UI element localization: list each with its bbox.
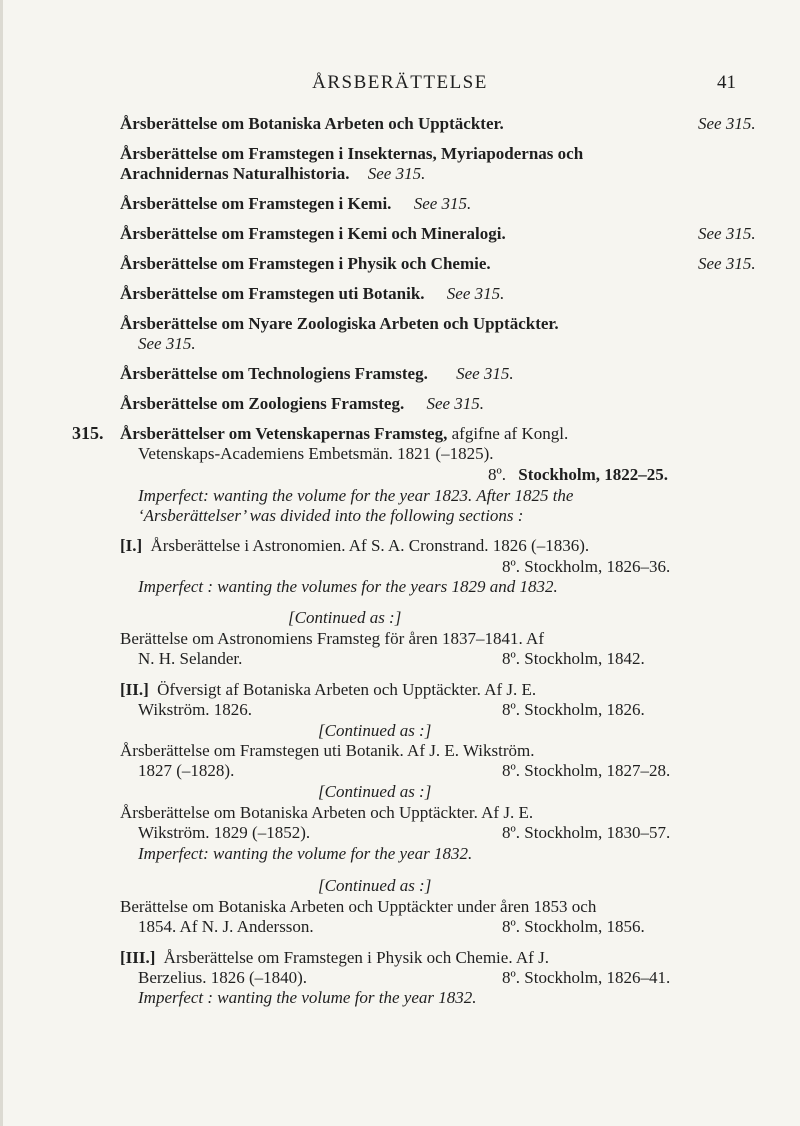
section-label: [I.]: [120, 536, 143, 555]
entry-title: Årsberättelse om Framstegen i Physik och Chemie.: [120, 254, 491, 273]
entry-row: [120, 254, 770, 274]
header-title: ÅRSBERÄTTELSE: [312, 72, 488, 93]
cross-reference: See 315.: [138, 334, 196, 353]
entry-row: [120, 224, 770, 244]
cross-reference: See 315.: [413, 194, 472, 213]
imprint-place: Stockholm, 1822–25.: [518, 465, 668, 484]
continued-as: [Continued as :]: [318, 782, 432, 801]
entry-title: Årsberättelse om Framstegen i Kemi.: [120, 194, 392, 213]
entry-title: Årsberättelse om Technologiens Framsteg.: [120, 364, 428, 383]
section-label: [III.]: [120, 948, 156, 967]
continuation-entry-line: [138, 649, 788, 669]
entry-continuation: [138, 334, 788, 354]
format: 8º.: [488, 465, 507, 484]
imprint: 8º. Stockholm, 1826.: [502, 700, 645, 719]
section-line: [138, 968, 788, 988]
entry-title: Årsberättelse om Botaniska Arbeten och Upptäckter.: [120, 114, 504, 133]
author: Wikström. 1829 (–1852).: [138, 823, 311, 842]
main-entry-line: Vetenskaps-Academiens Embetsmän. 1821 (–1825).: [138, 444, 494, 463]
cross-reference: See 315.: [698, 254, 756, 273]
entry-title: Årsberättelse om Nyare Zoologiska Arbeten och Upptäckter.: [120, 314, 559, 333]
main-entry-imprint: [488, 465, 788, 485]
continuation-entry: Årsberättelse om Framstegen uti Botanik. Af J. E. Wikström.: [120, 741, 535, 760]
continuation-entry-line: [138, 761, 788, 781]
running-header: [0, 70, 800, 100]
section-label: [II.]: [120, 680, 149, 699]
section-title: Årsberättelse om Framstegen i Physik och Chemie. Af J.: [163, 948, 549, 967]
cross-reference: See 315.: [367, 164, 426, 183]
entry-continuation: [120, 164, 770, 184]
entry-title-continued: Arachnidernas Naturalhistoria.: [120, 164, 350, 183]
imprint: 8º. Stockholm, 1827–28.: [502, 761, 671, 780]
section-note: Imperfect: wanting the volume for the year 1832.: [138, 844, 473, 863]
main-entry-title-row: [120, 424, 770, 444]
entry-row: [120, 364, 770, 384]
continued-as: [Continued as :]: [288, 608, 402, 627]
entry-row: [120, 114, 770, 134]
section-note: Imperfect : wanting the volume for the year 1832.: [138, 988, 477, 1007]
author: N. H. Selander.: [138, 649, 243, 668]
entry-row: [120, 314, 770, 334]
main-entry-title-rest: afgifne af Kongl.: [451, 424, 569, 443]
imprint: 8º. Stockholm, 1826–41.: [502, 968, 671, 987]
cross-reference: See 315.: [456, 364, 514, 383]
years: 1827 (–1828).: [138, 761, 235, 780]
main-entry-note: ‘Arsberättelser’ was divided into the following sections :: [138, 506, 524, 525]
imprint: 8º. Stockholm, 1830–57.: [502, 823, 671, 842]
author: Wikström. 1826.: [138, 700, 253, 719]
author: 1854. Af N. J. Andersson.: [138, 917, 314, 936]
main-entry-title: Årsberättelser om Vetenskapernas Framsteg,: [120, 424, 448, 443]
section-row: [120, 680, 770, 700]
entry-title: Årsberättelse om Zoologiens Framsteg.: [120, 394, 405, 413]
section-imprint: 8º. Stockholm, 1826–36.: [502, 557, 671, 576]
entry-title: Årsberättelse om Framstegen uti Botanik.: [120, 284, 425, 303]
section-row: [120, 948, 770, 968]
entry-row: [120, 284, 770, 304]
continued-as: [Continued as :]: [318, 876, 432, 895]
section-row: [120, 536, 770, 556]
entry-row: [120, 194, 770, 214]
author: Berzelius. 1826 (–1840).: [138, 968, 308, 987]
section-line: [138, 700, 788, 720]
page-edge-shadow: [0, 0, 3, 1126]
imprint: 8º. Stockholm, 1856.: [502, 917, 645, 936]
continuation-entry: Årsberättelse om Botaniska Arbeten och Upptäckter. Af J. E.: [120, 803, 534, 822]
cross-reference: See 315.: [698, 114, 756, 133]
continuation-entry: Berättelse om Botaniska Arbeten och Upptäckter under åren 1853 och: [120, 897, 597, 916]
page-number: 41: [717, 72, 736, 93]
continuation-entry-line: [138, 917, 788, 937]
cross-reference: See 315.: [446, 284, 505, 303]
cross-reference: See 315.: [698, 224, 756, 243]
entry-row: [120, 144, 770, 164]
main-entry-note: Imperfect: wanting the volume for the year 1823. After 1825 the: [138, 486, 574, 505]
entry-title: Årsberättelse om Framstegen i Insekternas, Myriapodernas och: [120, 144, 584, 163]
entry-title: Årsberättelse om Framstegen i Kemi och Mineralogi.: [120, 224, 506, 243]
section-title: Årsberättelse i Astronomien. Af S. A. Cronstrand. 1826 (–1836).: [150, 536, 590, 555]
entry-number: 315.: [72, 423, 104, 443]
cross-reference: See 315.: [426, 394, 485, 413]
entry-row: [120, 394, 770, 414]
imprint: 8º. Stockholm, 1842.: [502, 649, 645, 668]
continued-as: [Continued as :]: [318, 721, 432, 740]
section-note: Imperfect : wanting the volumes for the years 1829 and 1832.: [138, 577, 558, 596]
continuation-entry-line: [138, 823, 788, 843]
section-title: Öfversigt af Botaniska Arbeten och Upptäckter. Af J. E.: [157, 680, 537, 699]
continuation-entry: Berättelse om Astronomiens Framsteg för åren 1837–1841. Af: [120, 629, 544, 648]
